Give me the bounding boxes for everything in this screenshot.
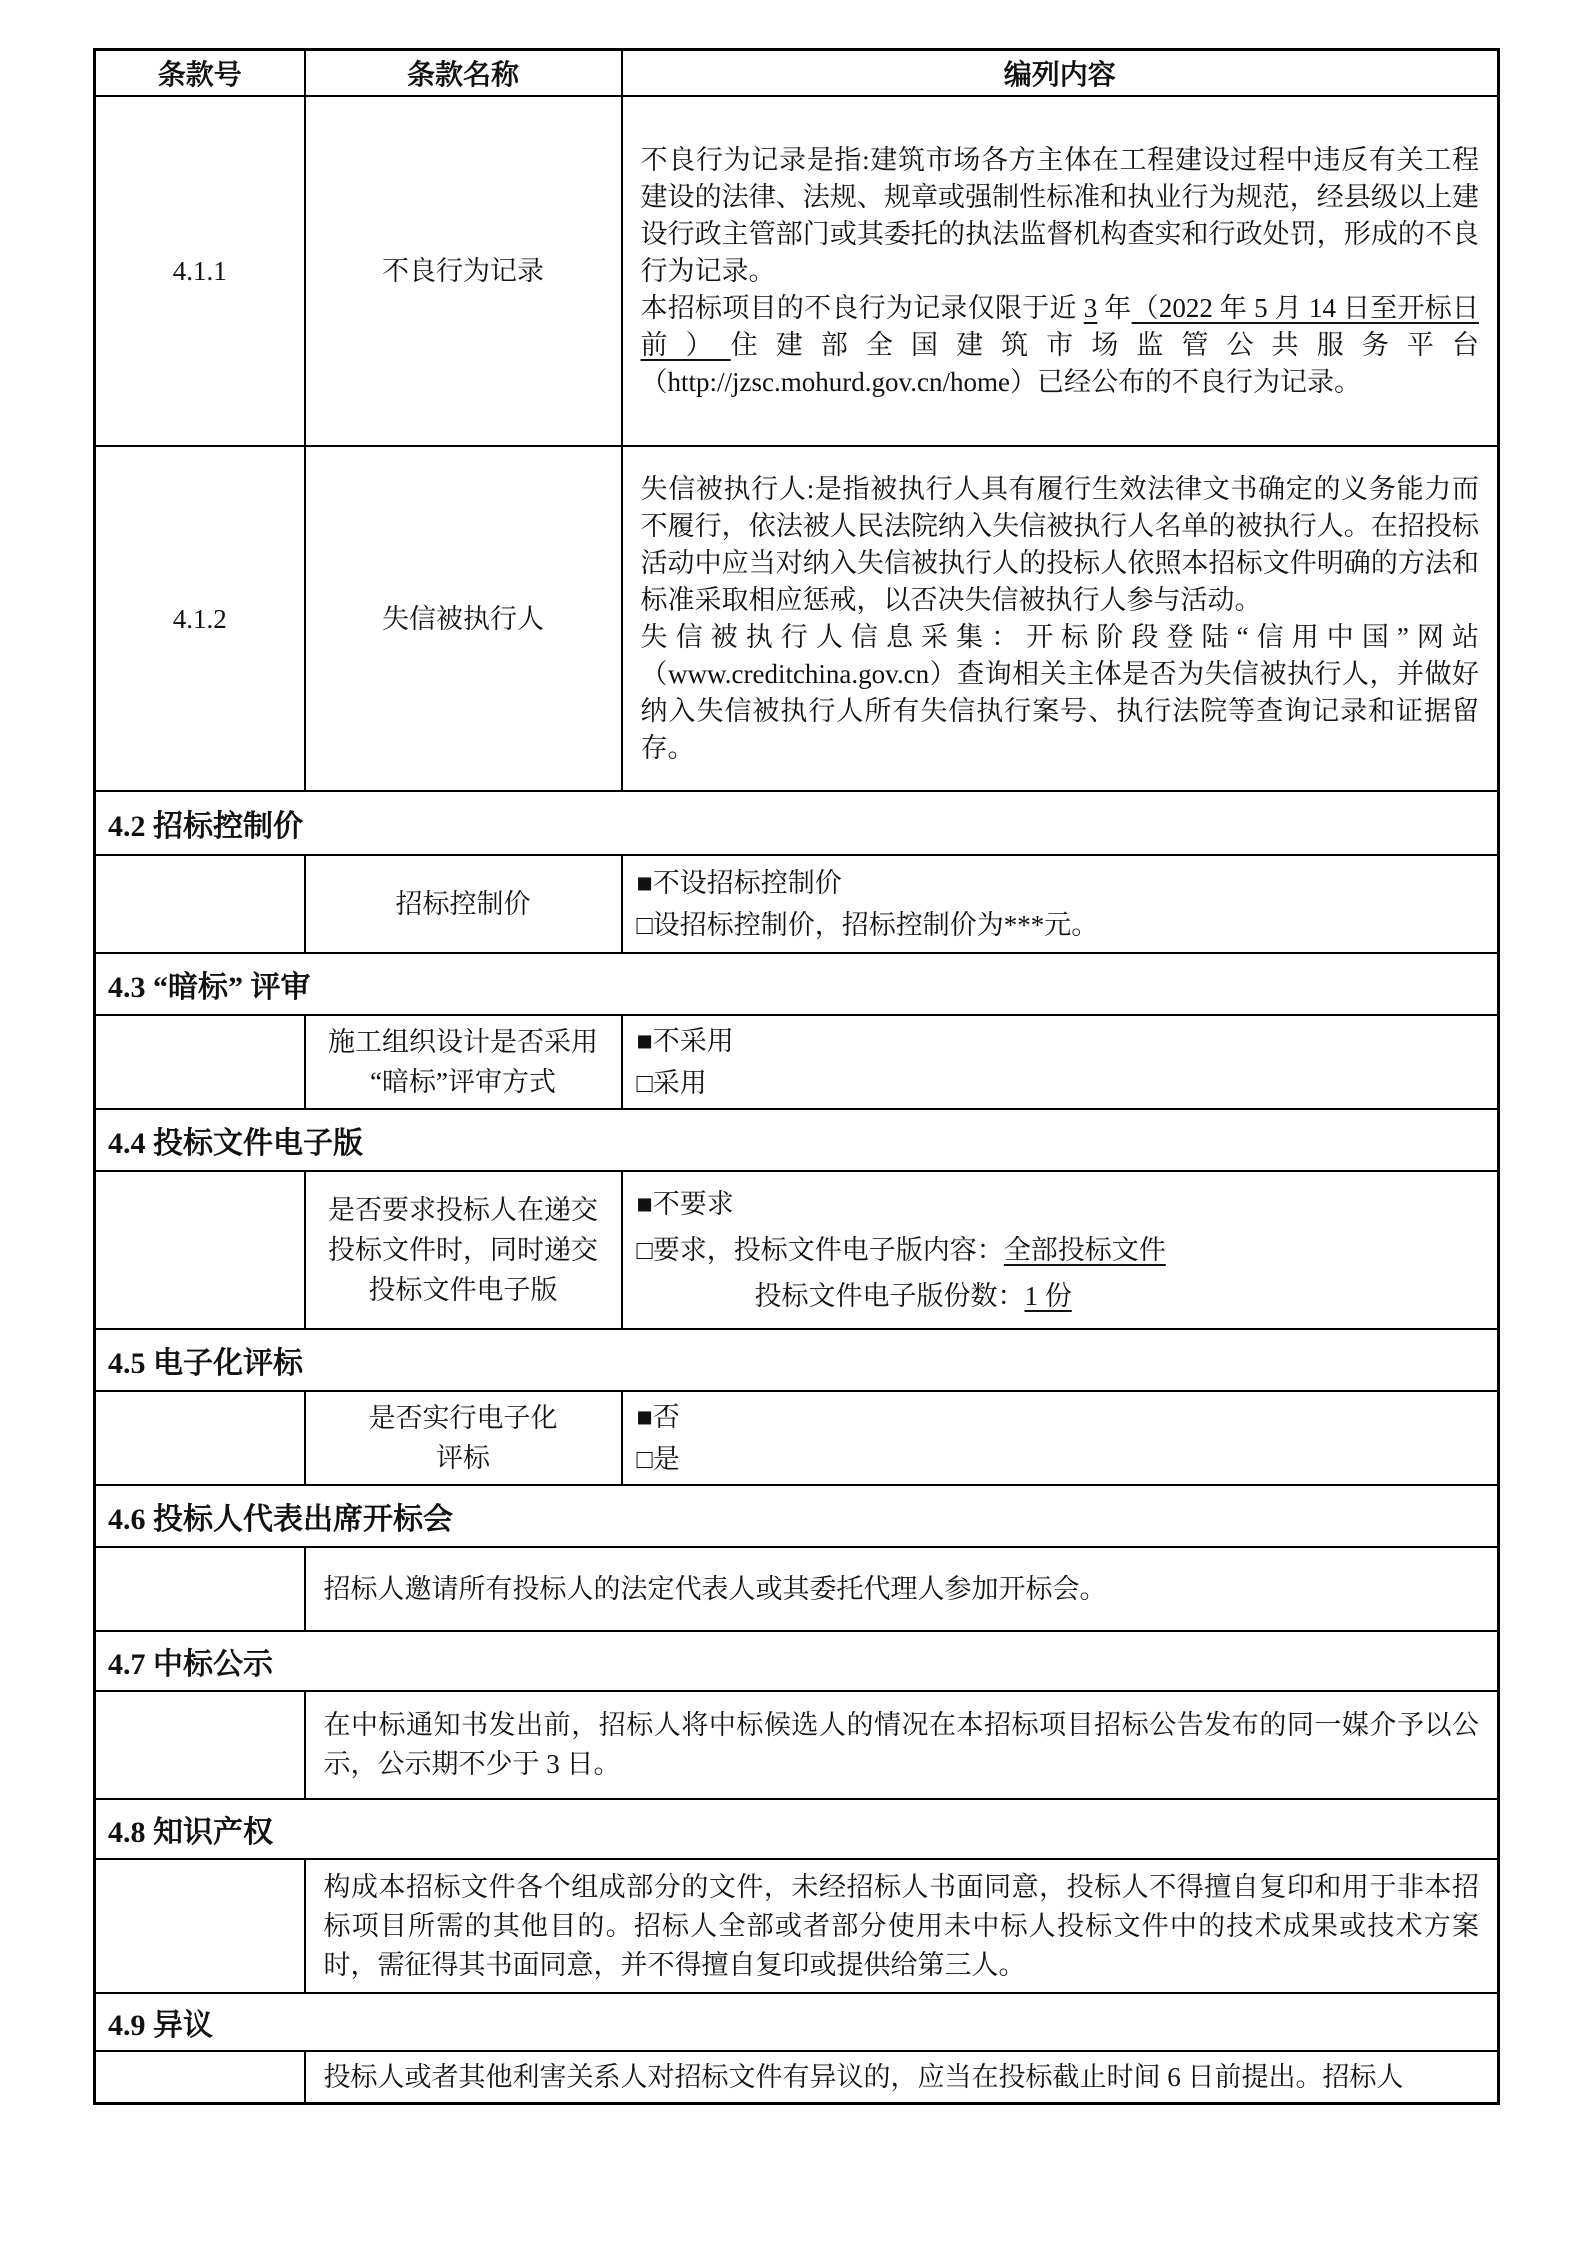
row-4-3 (95, 1015, 1499, 1109)
clause-name-4-4 (305, 1171, 622, 1329)
clause-name-4-2: 招标控制价 (305, 855, 622, 953)
header-clause-name: 条款名称 (305, 50, 622, 97)
row-4-8 (95, 1859, 1499, 1993)
paragraph: 不良行为记录是指:建筑市场各方主体在工程建设过程中违反有关工程建设的法律、法规、规章或强制性标准和执业行为规范，经县级以上建设行政主管部门或其委托的执法监督机构查实和行政处罚，形成的不良行为记录。 (640, 144, 1479, 286)
name-line: 是否要求投标人在递交 (328, 1195, 598, 1225)
section-row-4-7 (95, 1631, 1499, 1691)
underlined-text: 3 (1083, 292, 1098, 323)
text-segment: 本招标项目的不良行为记录仅限于近 (640, 292, 1084, 323)
checkbox-option-selected: ■不采用 (636, 1026, 734, 1056)
underlined-value: 1 份 (1024, 1281, 1072, 1311)
section-title-4-8: 4.8 知识产权 (95, 1799, 1499, 1859)
name-line: 评标 (436, 1443, 490, 1473)
row-4-4 (95, 1171, 1499, 1329)
checkbox-option: □设招标控制价，招标控制价为***元。 (636, 910, 1099, 940)
section-row-4-9 (95, 1993, 1499, 2051)
clause-no-empty (95, 2051, 305, 2104)
clause-name-4-5 (305, 1391, 622, 1485)
clause-content-4-2 (622, 855, 1499, 953)
row-4-6 (95, 1547, 1499, 1631)
name-line: 施工组织设计是否采用 (328, 1027, 598, 1057)
underlined-value: 全部投标文件 (1003, 1235, 1166, 1265)
table-header-row (95, 50, 1499, 97)
clause-no-4-1-1: 4.1.1 (95, 96, 305, 446)
clause-content-4-1-1 (622, 96, 1499, 446)
paragraph: 失信被执行人:是指被执行人具有履行生效法律文书确定的义务能力而不履行，依法被人民法院纳入失信被执行人名单的被执行人。在招投标活动中应当对纳入失信被执行人的投标人依照本招标文件明确的方法和标准采取相应惩戒，以否决失信被执行人参与活动。 (640, 473, 1479, 615)
row-4-7 (95, 1691, 1499, 1799)
clause-content-4-6: 招标人邀请所有投标人的法定代表人或其委托代理人参加开标会。 (305, 1547, 1499, 1631)
header-clause-no: 条款号 (95, 50, 305, 97)
checkbox-option-selected: ■不要求 (636, 1189, 734, 1219)
clause-content-4-9: 投标人或者其他利害关系人对招标文件有异议的，应当在投标截止时间 6 日前提出。招标人 (305, 2051, 1499, 2104)
section-title-4-7: 4.7 中标公示 (95, 1631, 1499, 1691)
clause-content-4-8: 构成本招标文件各个组成部分的文件，未经招标人书面同意，投标人不得擅自复印和用于非本招标项目所需的其他目的。招标人全部或者部分使用未中标人投标文件中的技术成果或技术方案时，需征得其书面同意，并不得擅自复印或提供给第三人。 (305, 1859, 1499, 1993)
clause-content-4-5 (622, 1391, 1499, 1485)
name-line: “暗标”评审方式 (370, 1067, 556, 1097)
section-row-4-3 (95, 953, 1499, 1015)
section-title-4-3: 4.3 “暗标” 评审 (95, 953, 1499, 1015)
section-title-4-2: 4.2 招标控制价 (95, 791, 1499, 855)
section-title-4-5: 4.5 电子化评标 (95, 1329, 1499, 1391)
section-title-4-9: 4.9 异议 (95, 1993, 1499, 2051)
clause-table (93, 48, 1500, 2105)
option-label: 投标文件电子版份数： (754, 1281, 1025, 1311)
clause-no-4-1-2: 4.1.2 (95, 446, 305, 791)
name-line: 投标文件电子版 (368, 1275, 558, 1305)
section-row-4-8 (95, 1799, 1499, 1859)
clause-no-empty (95, 1859, 305, 1993)
checkbox-option (637, 1227, 1484, 1273)
checkbox-option-selected: ■否 (636, 1402, 680, 1432)
clause-no-empty (95, 1391, 305, 1485)
underlined-text: （2022 年 5 月 14 日至开标日前） (640, 292, 1480, 360)
clause-no-empty (95, 1691, 305, 1799)
row-4-1-1 (95, 96, 1499, 446)
clause-content-4-1-2 (622, 446, 1499, 791)
text-segment: 年 (1097, 292, 1132, 323)
clause-name-4-1-2: 失信被执行人 (305, 446, 622, 791)
name-line: 是否实行电子化 (368, 1403, 558, 1433)
row-4-9 (95, 2051, 1499, 2104)
checkbox-option: □采用 (636, 1068, 707, 1098)
clause-name-4-1-1: 不良行为记录 (305, 96, 622, 446)
clause-name-4-3 (305, 1015, 622, 1109)
section-title-4-4: 4.4 投标文件电子版 (95, 1109, 1499, 1171)
clause-no-empty (95, 1547, 305, 1631)
row-4-2 (95, 855, 1499, 953)
clause-content-4-7: 在中标通知书发出前，招标人将中标候选人的情况在本招标项目招标公告发布的同一媒介予以公示，公示期不少于 3 日。 (305, 1691, 1499, 1799)
section-row-4-2 (95, 791, 1499, 855)
option-label: □要求，投标文件电子版内容： (636, 1235, 1004, 1265)
paragraph (641, 290, 1480, 401)
checkbox-option: □是 (636, 1444, 680, 1474)
clause-content-4-3 (622, 1015, 1499, 1109)
text-segment: 住建部全国建筑市场监管公共服务平台（http://jzsc.mohurd.gov.cn/home）已经公布的不良行为记录。 (640, 329, 1480, 397)
name-line: 投标文件时，同时递交 (328, 1235, 598, 1265)
row-4-1-2 (95, 446, 1499, 791)
section-row-4-5 (95, 1329, 1499, 1391)
clause-content-4-4 (622, 1171, 1499, 1329)
section-title-4-6: 4.6 投标人代表出席开标会 (95, 1485, 1499, 1547)
paragraph: 失信被执行人信息采集：开标阶段登陆“信用中国”网站（www.creditchina.gov.cn）查询相关主体是否为失信被执行人，并做好纳入失信被执行人所有失信执行案号、执行法院等查询记录和证据留存。 (640, 621, 1479, 763)
row-4-5 (95, 1391, 1499, 1485)
section-row-4-4 (95, 1109, 1499, 1171)
clause-no-empty (95, 1171, 305, 1329)
clause-no-empty (95, 1015, 305, 1109)
option-subline (637, 1273, 1484, 1319)
checkbox-option-selected: ■不设招标控制价 (636, 868, 842, 898)
clause-no-empty (95, 855, 305, 953)
header-content: 编列内容 (622, 50, 1499, 97)
section-row-4-6 (95, 1485, 1499, 1547)
